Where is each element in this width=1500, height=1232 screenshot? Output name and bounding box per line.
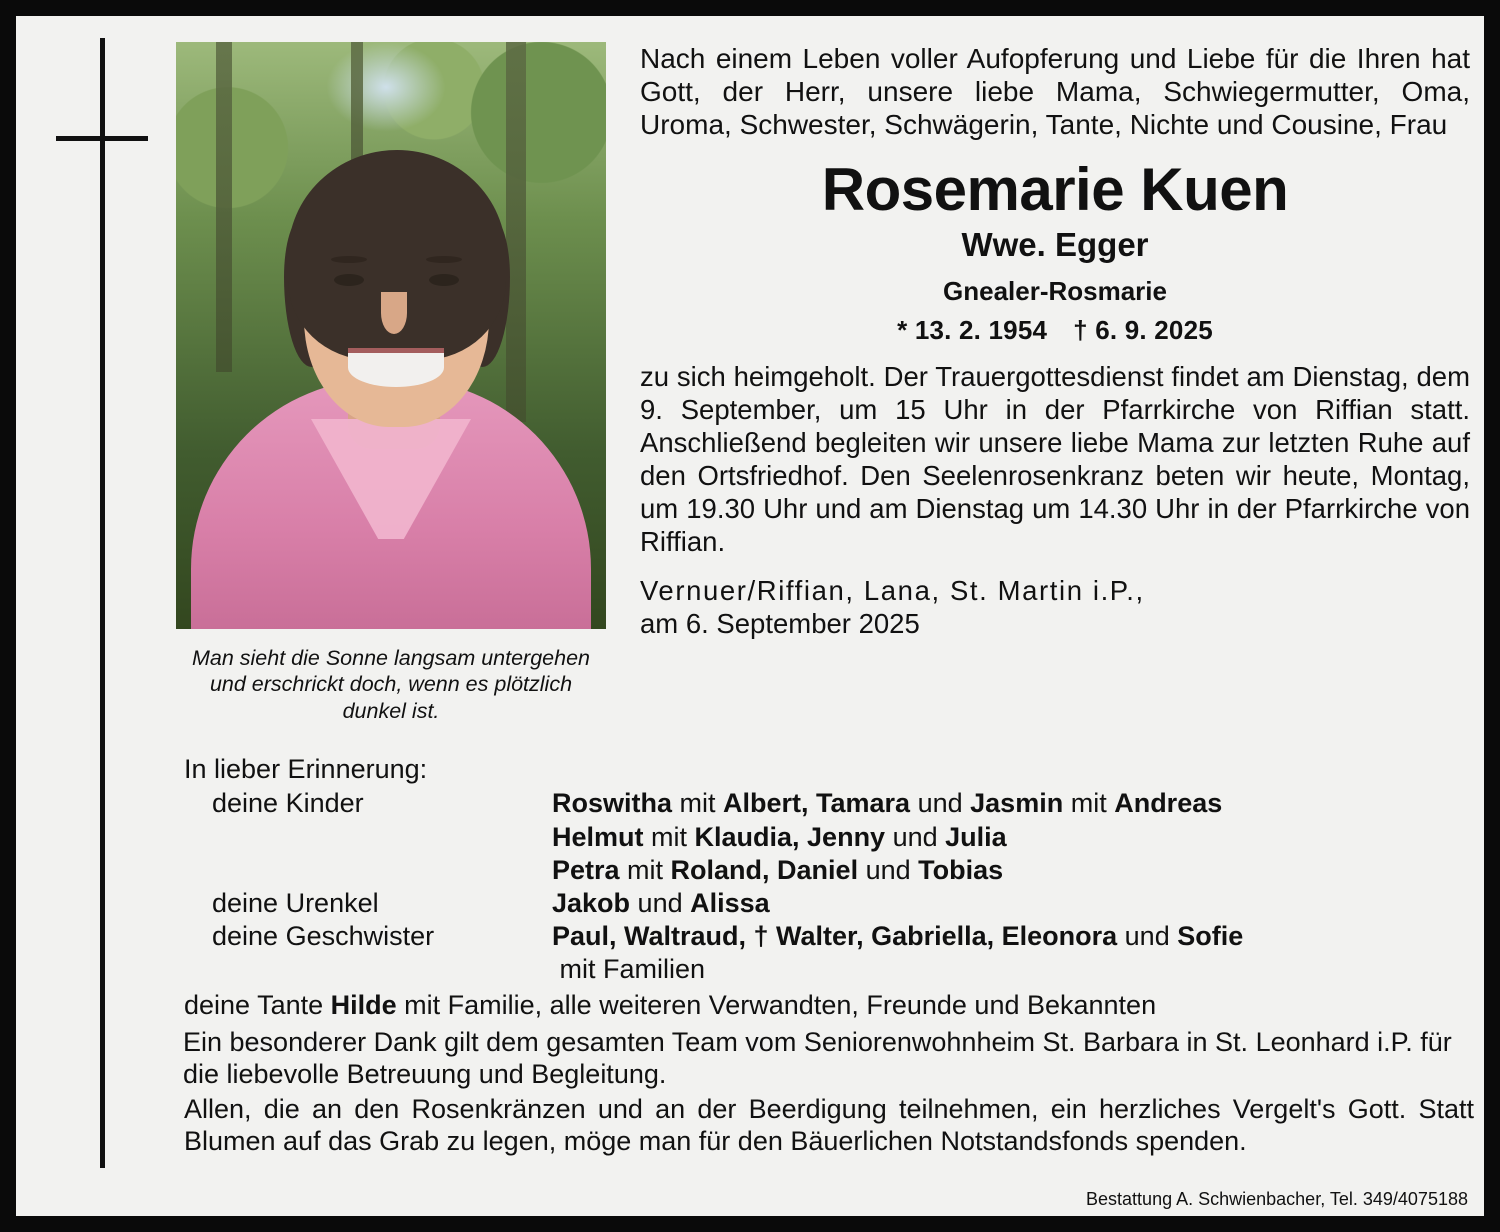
relative-label (184, 854, 552, 887)
cross-horizontal-bar (56, 136, 148, 141)
places-line: Vernuer/Riffian, Lana, St. Martin i.P., (640, 575, 1145, 607)
memory-intro: In lieber Erinnerung: (184, 754, 428, 784)
thanks-paragraph: Ein besonderer Dank gilt dem gesamten Team vom Seniorenwohnheim St. Barbara in St. Leonhard i.P. für die liebevolle Betreuung und Begleitung. (183, 1027, 1452, 1090)
deceased-name: Rosemarie Kuen (821, 156, 1289, 224)
relative-label (184, 821, 552, 854)
cross-icon (56, 38, 148, 1168)
death-date: † 6. 9. 2025 (1073, 315, 1213, 346)
deceased-name-secondary: Wwe. Egger (961, 226, 1149, 264)
table-row (184, 787, 1474, 820)
photo-person-eyebrow-right (426, 256, 462, 263)
birth-date: * 13. 2. 1954 (897, 315, 1048, 346)
portrait-photo (176, 42, 606, 629)
photo-caption: Man sieht die Sonne langsam untergehen und erschrickt doch, wenn es plötzlich dunkel ist. (191, 646, 591, 723)
places-block (640, 574, 1470, 640)
service-details-paragraph: zu sich heimgeholt. Der Trauergottesdienst findet am Dienstag, dem 9. September, um 15 Uhr in der Pfarrkirche von Riffian statt. Anschließend begleiten wir unsere liebe Mama zur letzten Ruhe auf den Ortsfriedhof. Den Seelenrosenkranz beten wir heute, Montag, um 19.30 Uhr und am Dienstag um 14.30 Uhr in der Pfarrkirche von Riffian. (640, 361, 1470, 558)
relative-names: Jakob und Alissa (552, 888, 770, 918)
photo-person-eyebrow-left (331, 256, 367, 263)
relative-label: deine Geschwister (212, 921, 435, 952)
memorial-text-column (640, 42, 1470, 640)
relative-label: deine Kinder (212, 788, 364, 819)
photo-person-eye-left (334, 274, 364, 286)
photo-person-nose (381, 292, 407, 334)
obituary-card (16, 16, 1484, 1216)
announcement-date: am 6. September 2025 (640, 608, 920, 640)
relative-names: Petra mit Roland, Daniel und Tobias (552, 854, 1004, 885)
relatives-table (184, 787, 1474, 986)
photo-person-eye-right (429, 274, 459, 286)
photo-sky-patch (326, 42, 446, 132)
photo-person-mouth (348, 348, 444, 387)
intro-paragraph: Nach einem Leben voller Aufopferung und Liebe für die Ihren hat Gott, der Herr, unsere liebe Mama, Schwiegermutter, Oma, Uroma, Schwester, Schwägerin, Tante, Nichte und Cousine, Frau (640, 43, 1470, 141)
table-row (184, 821, 1474, 854)
table-row (184, 887, 1474, 920)
relative-names: Helmut mit Klaudia, Jenny und Julia (552, 821, 1007, 852)
closing-paragraph: Allen, die an den Rosenkränzen und an der Beerdigung teilnehmen, ein herzliches Vergelt's Gott. Statt Blumen auf das Grab zu legen, möge man für den Bäuerlichen Notstandsfonds spenden. (184, 1093, 1474, 1157)
table-row (184, 920, 1474, 953)
table-row (184, 953, 1474, 986)
relatives-section (184, 753, 1474, 1158)
aunt-line: deine Tante Hilde mit Familie, alle weiteren Verwandten, Freunde und Bekannten (184, 989, 1157, 1020)
cross-vertical-bar (100, 38, 105, 1168)
relative-names: Paul, Waltraud, † Walter, Gabriella, Eleonora und Sofie (552, 921, 1244, 952)
relative-names: mit Familien (552, 954, 706, 985)
life-dates (640, 315, 1470, 346)
relative-names: Roswitha mit Albert, Tamara und Jasmin mit Andreas (552, 788, 1223, 819)
photo-tree-trunk (216, 42, 232, 372)
funeral-home-credit: Bestattung A. Schwienbacher, Tel. 349/4075188 (1086, 1189, 1468, 1209)
photo-tree-trunk (506, 42, 526, 422)
relative-label: deine Urenkel (212, 888, 379, 918)
table-row (184, 854, 1474, 887)
deceased-nickname: Gnealer-Rosmarie (943, 276, 1167, 307)
relative-label (184, 953, 552, 986)
portrait-block (176, 42, 606, 724)
